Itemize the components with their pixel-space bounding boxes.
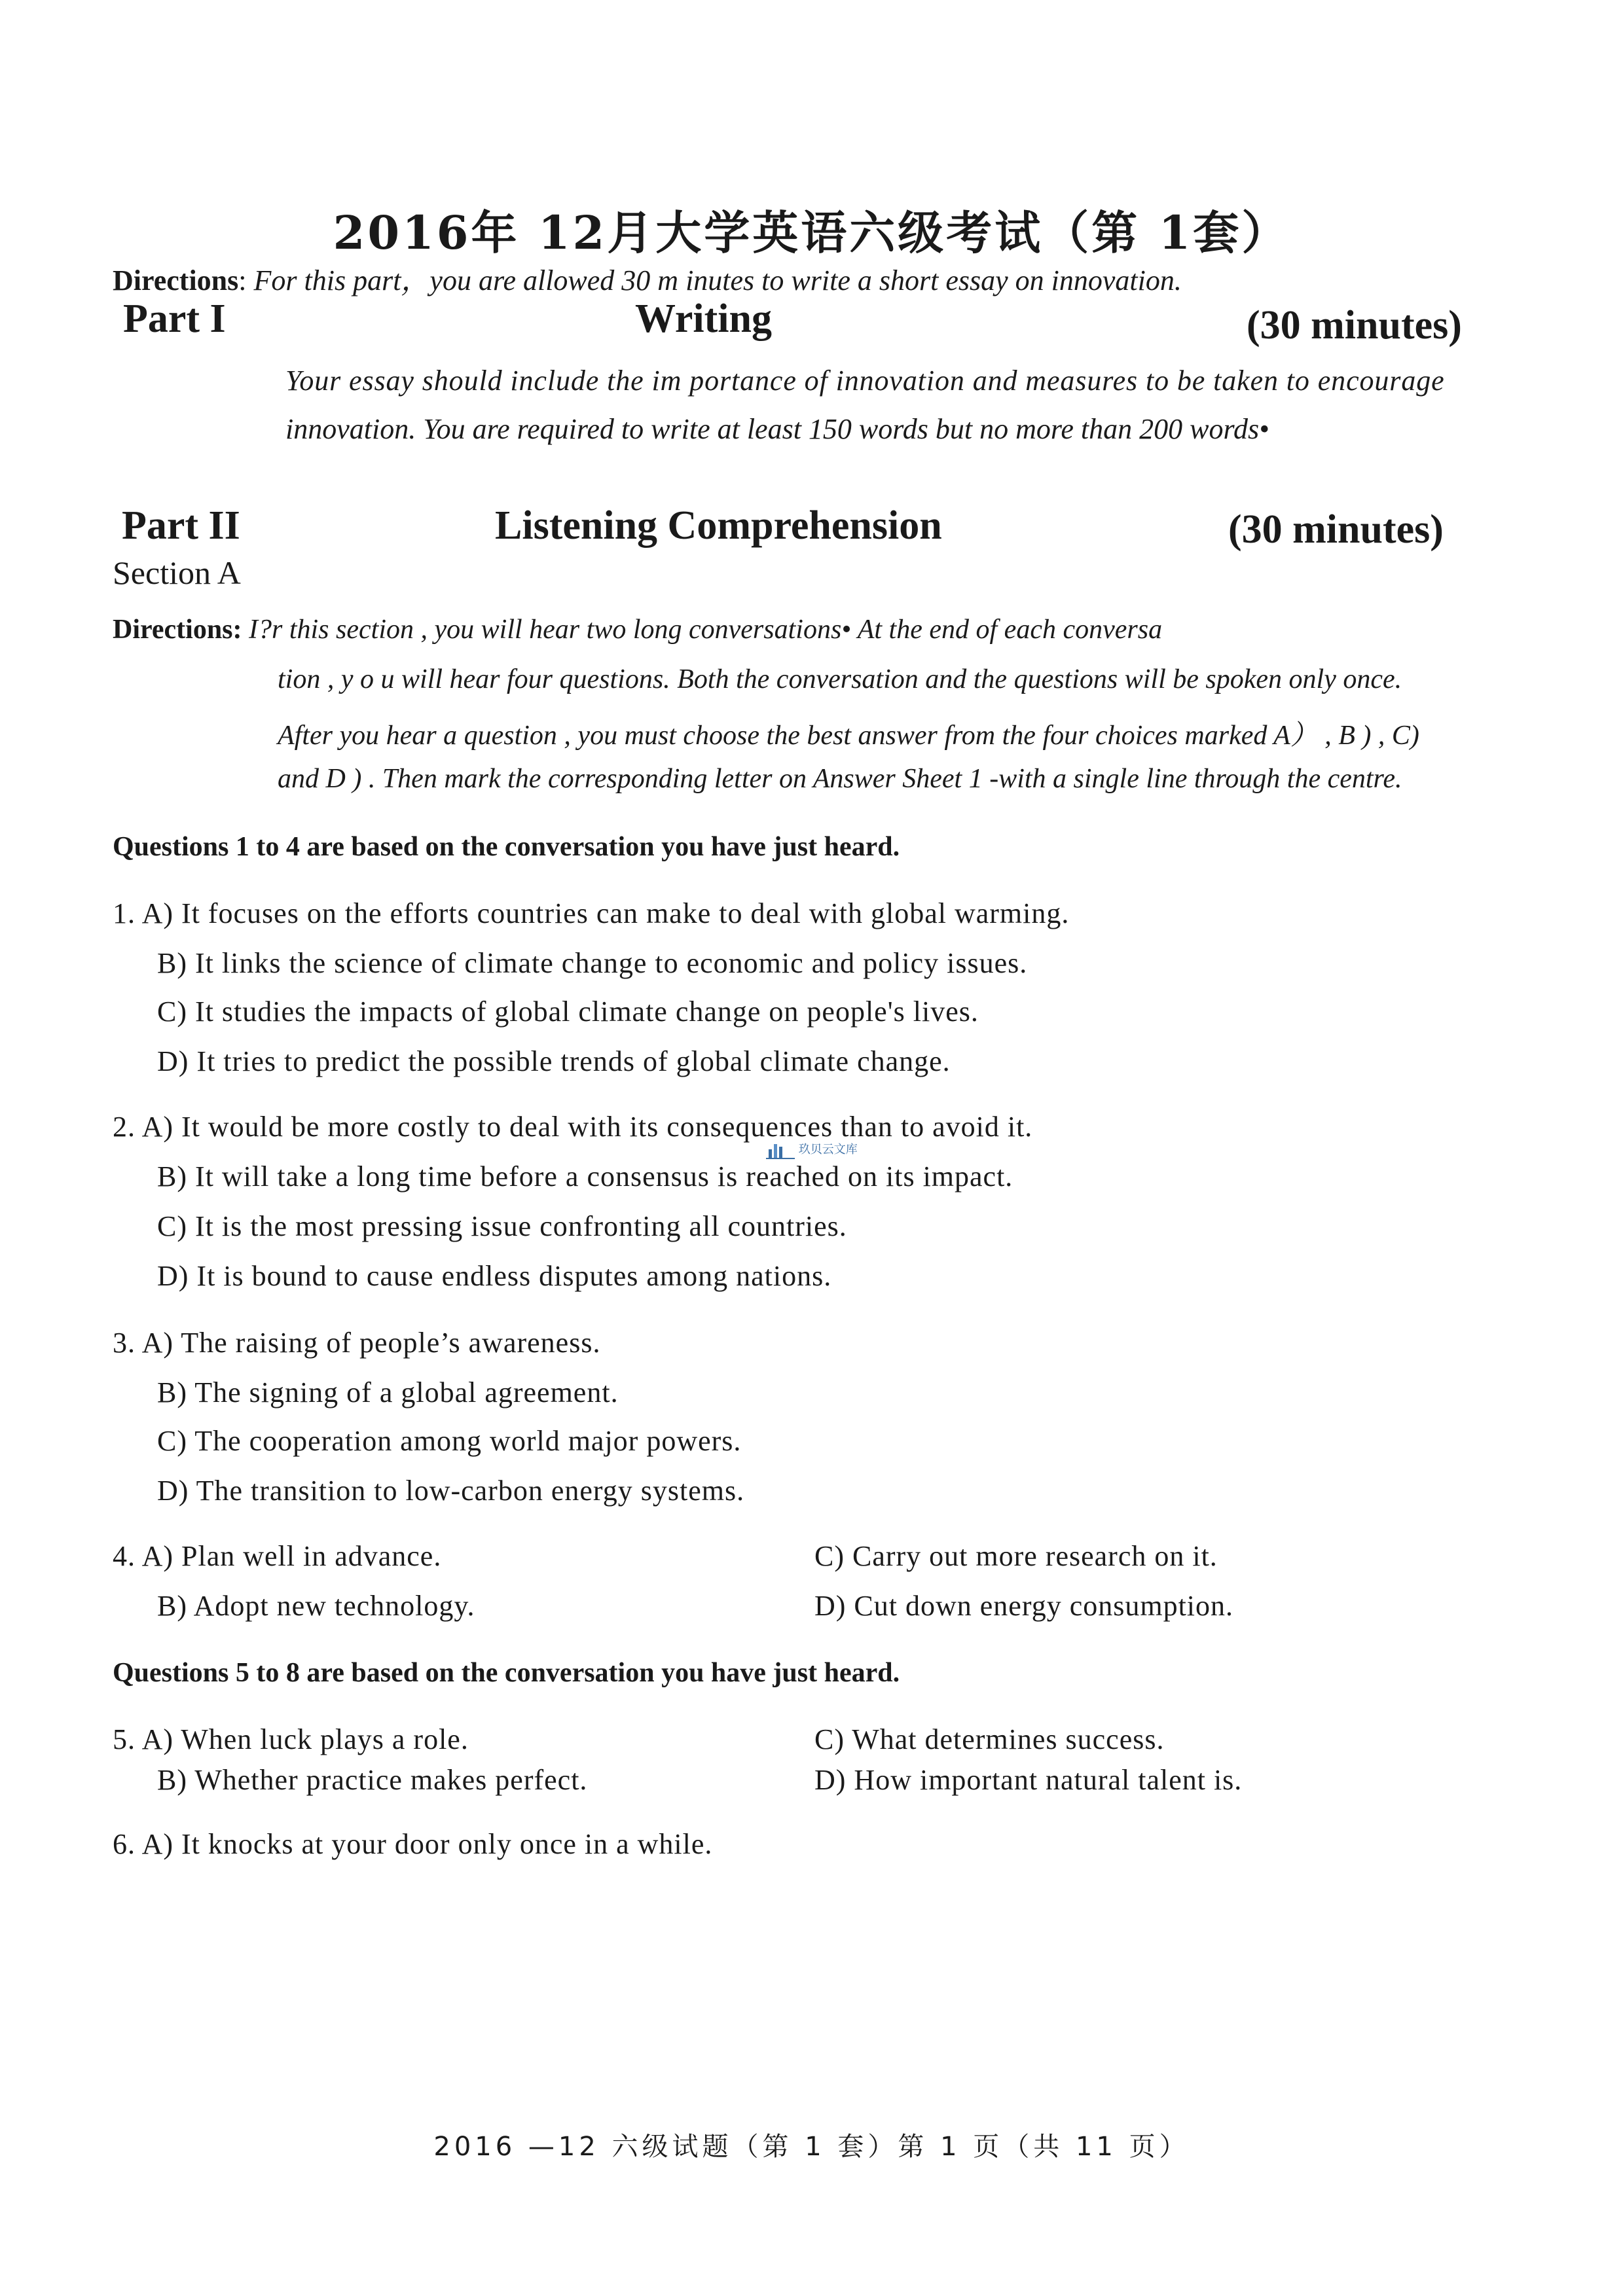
question-group-2-heading: Questions 5 to 8 are based on the conversation you have just heard. (113, 1658, 900, 1688)
part1-instruction-line2: innovation. You are required to write at least 150 words but no more than 200 words• (285, 413, 1269, 445)
q1-option-a: 1. A) It focuses on the efforts countries can make to deal with global warming. (113, 897, 1070, 929)
q2-option-d: D) It is bound to cause endless disputes among nations. (157, 1260, 832, 1292)
q4-option-c: C) Carry out more research on it. (814, 1540, 1218, 1572)
q2-option-c: C) It is the most pressing issue confronting all countries. (157, 1210, 847, 1242)
q6-option-a: 6. A) It knocks at your door only once in a while. (113, 1828, 713, 1860)
part1-name: Writing (635, 296, 772, 341)
watermark (766, 1140, 858, 1160)
q5-option-d: D) How important natural talent is. (814, 1764, 1243, 1796)
part2-directions-line1 (113, 614, 1162, 645)
part2-directions-text: I?r this section , you will hear two long conversations• At the end of each conversa (249, 615, 1163, 645)
exam-title: 2016年 12月大学英语六级考试（第 1套） (333, 206, 1290, 260)
q4-option-b: B) Adopt new technology. (157, 1590, 475, 1622)
q1-option-b: B) It links the science of climate change to economic and policy issues. (157, 947, 1028, 979)
watermark-text: 玖贝云文库 (798, 1143, 858, 1157)
q4-option-d: D) Cut down energy consumption. (814, 1590, 1234, 1622)
part2-name: Listening Comprehension (495, 503, 942, 548)
watermark-logo-icon (766, 1140, 795, 1160)
q3-option-a: 3. A) The raising of people’s awareness. (113, 1327, 601, 1359)
part1-time: (30 minutes) (1247, 303, 1462, 348)
q2-option-b: B) It will take a long time before a consensus is reached on its impact. (157, 1160, 1013, 1193)
part2-directions-line2: tion , y o u will hear four questions. Both the conversation and the questions will be spoken only once. (278, 664, 1402, 694)
q5-option-c: C) What determines success. (814, 1723, 1165, 1755)
q2-option-a: 2. A) It would be more costly to deal with its consequences than to avoid it. (113, 1111, 1033, 1143)
q3-option-d: D) The transition to low-carbon energy systems. (157, 1475, 745, 1507)
question-group-1-heading: Questions 1 to 4 are based on the conversation you have just heard. (113, 832, 900, 862)
q1-option-c: C) It studies the impacts of global climate change on people's lives. (157, 996, 979, 1028)
q4-option-a: 4. A) Plan well in advance. (113, 1540, 442, 1572)
section-a-heading: Section A (113, 554, 241, 591)
intro-directions-colon: : (238, 264, 247, 296)
part2-directions-label: Directions: (113, 615, 242, 645)
q3-option-b: B) The signing of a global agreement. (157, 1376, 619, 1408)
part2-directions-line3: After you hear a question , you must choose the best answer from the four choices marked A） , B ) , C) (278, 721, 1419, 751)
q3-option-c: C) The cooperation among world major powers. (157, 1425, 742, 1457)
q1-option-d: D) It tries to predict the possible trends of global climate change. (157, 1045, 951, 1077)
page-footer: 2016 —12 六级试题（第 1 套）第 1 页（共 11 页） (433, 2132, 1190, 2162)
part2-label: Part II (122, 503, 240, 548)
part2-directions-line4: and D ) . Then mark the corresponding letter on Answer Sheet 1 -with a single line through the centre. (278, 764, 1402, 794)
intro-directions-text: For this part，you are allowed 30 m inutes to write a short essay on innovation. (253, 264, 1182, 296)
part2-time: (30 minutes) (1228, 507, 1444, 552)
part1-instruction-line1: Your essay should include the im portance of innovation and measures to be taken to encourage (285, 365, 1445, 397)
q5-option-a: 5. A) When luck plays a role. (113, 1723, 469, 1755)
q5-option-b: B) Whether practice makes perfect. (157, 1764, 588, 1796)
part1-label: Part I (123, 296, 226, 341)
intro-directions (113, 257, 1182, 298)
intro-directions-label: Directions (113, 264, 239, 296)
